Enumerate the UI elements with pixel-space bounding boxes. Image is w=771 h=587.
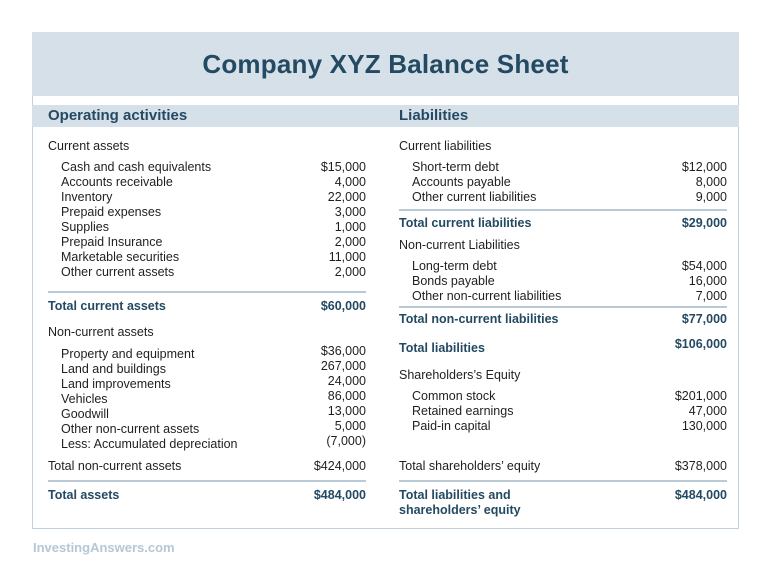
line-item-label: Other non-current assets [61,422,200,436]
line-item-label: Retained earnings [412,404,514,418]
total-current-liabilities-value: $29,000 [681,216,727,230]
total-current-liabilities-label: Total current liabilities [399,216,532,230]
grand-total-value: $484,000 [674,488,727,502]
source-watermark: InvestingAnswers.com [33,540,175,555]
non-current-assets-label: Non-current assets [48,325,154,339]
line-item-value: 47,000 [688,404,727,418]
line-item-value: 13,000 [327,404,366,418]
line-item-label: Prepaid Insurance [61,235,163,249]
line-item-value: 2,000 [334,235,366,249]
line-item-value: 4,000 [334,175,366,189]
non-current-liabilities-label: Non-current Liabilities [399,238,520,252]
equity-label: Shareholders’s Equity [399,368,521,382]
line-item-label: Supplies [61,220,109,234]
line-item-label: Short-term debt [412,160,499,174]
total-non-current-assets-value: $424,000 [313,459,366,473]
divider [48,291,366,293]
line-item-label: Inventory [61,190,113,204]
line-item-value: $12,000 [681,160,727,174]
line-item-label: Accounts payable [412,175,511,189]
line-item-value: 86,000 [327,389,366,403]
line-item-label: Prepaid expenses [61,205,162,219]
line-item-value: 2,000 [334,265,366,279]
total-assets-label: Total assets [48,488,120,502]
line-item-label: Bonds payable [412,274,495,288]
line-item-label: Land improvements [61,377,171,391]
line-item-label: Vehicles [61,392,108,406]
line-item-value: 9,000 [695,190,727,204]
line-item-label: Paid-in capital [412,419,491,433]
total-liabilities-value: $106,000 [674,337,727,351]
total-non-current-liabilities-value: $77,000 [681,312,727,326]
current-assets-label: Current assets [48,139,130,153]
grand-total-label-line2: shareholders’ equity [399,503,521,517]
line-item-value: $15,000 [320,160,366,174]
line-item-value: $201,000 [674,389,727,403]
line-item-label: Marketable securities [61,250,180,264]
page-title: Company XYZ Balance Sheet [202,48,569,79]
current-liabilities-label: Current liabilities [399,139,492,153]
line-item-value: 267,000 [320,359,366,373]
line-item-value: 22,000 [327,190,366,204]
line-item-label: Long-term debt [412,259,497,273]
line-item-value: 8,000 [695,175,727,189]
line-item-value: 130,000 [681,419,727,433]
line-item-label: Common stock [412,389,496,403]
total-liabilities-label: Total liabilities [399,341,485,355]
line-item-value: 16,000 [688,274,727,288]
total-equity-label: Total shareholders’ equity [399,459,541,473]
line-item-value: (7,000) [326,434,366,448]
line-item-label: Other current assets [61,265,175,279]
line-item-label: Accounts receivable [61,175,173,189]
line-item-label: Cash and cash equivalents [61,160,212,174]
line-item-value: $54,000 [681,259,727,273]
divider [399,480,727,482]
line-item-label: Goodwill [61,407,109,421]
line-item-label: Less: Accumulated depreciation [61,437,238,451]
total-equity-value: $378,000 [674,459,727,473]
total-non-current-assets-label: Total non-current assets [48,459,182,473]
line-item-value: 7,000 [695,289,727,303]
line-item-value: 5,000 [334,419,366,433]
line-item-label: Land and buildings [61,362,166,376]
line-item-value: 11,000 [328,250,366,264]
title-band [32,32,739,96]
divider [399,306,727,308]
total-assets-value: $484,000 [313,488,366,502]
line-item-label: Property and equipment [61,347,195,361]
line-item-value: 3,000 [334,205,366,219]
divider [399,209,727,211]
line-item-label: Other current liabilities [412,190,537,204]
divider [48,480,366,482]
line-item-value: $36,000 [320,344,366,358]
assets-section-heading: Operating activities [48,107,188,124]
line-item-value: 24,000 [327,374,366,388]
liabilities-section-heading: Liabilities [399,107,469,124]
total-current-assets-value: $60,000 [320,299,366,313]
grand-total-label-line1: Total liabilities and [399,488,511,502]
total-non-current-liabilities-label: Total non-current liabilities [399,312,559,326]
line-item-label: Other non-current liabilities [412,289,562,303]
line-item-value: 1,000 [334,220,366,234]
total-current-assets-label: Total current assets [48,299,166,313]
